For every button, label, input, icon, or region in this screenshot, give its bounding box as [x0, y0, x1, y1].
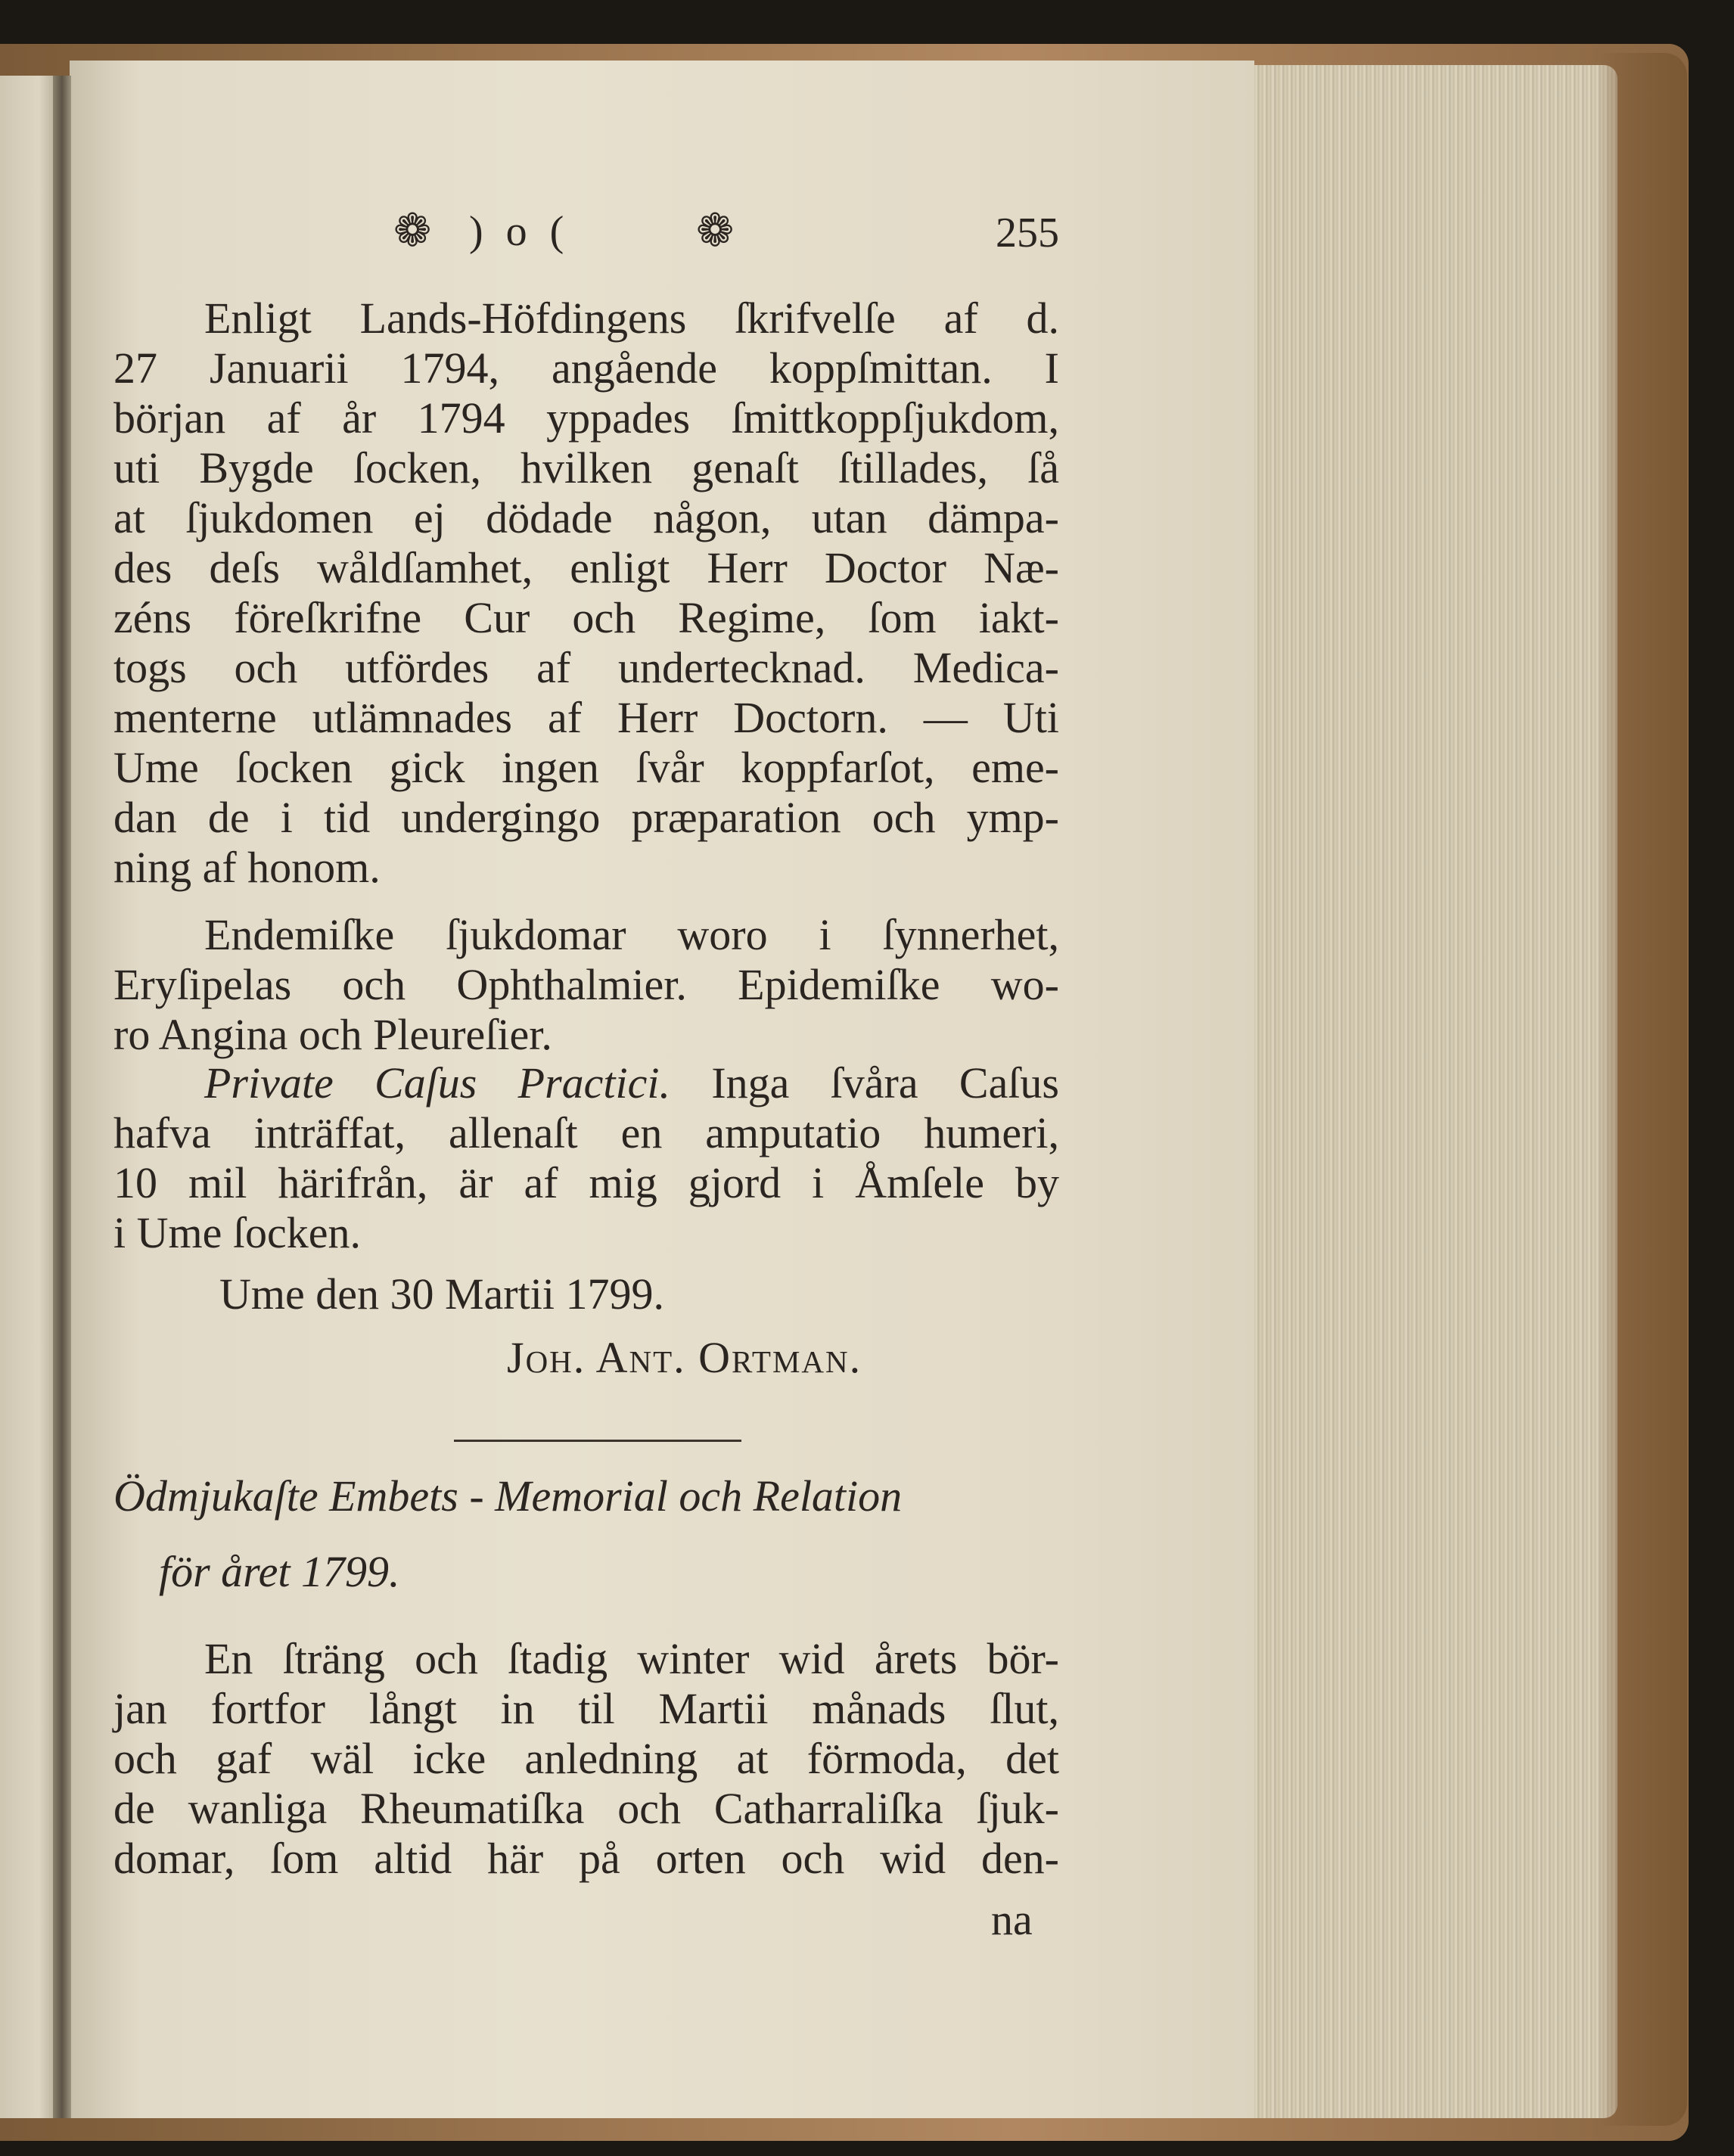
para2-line: ro Angina och Pleureſier.: [113, 1010, 552, 1059]
section-heading-line1: Ödmjukaſte Embets - Memorial och Relation: [113, 1471, 903, 1521]
para3-first-line: [113, 1058, 1059, 1108]
para3-line: hafva inträffat, allenaſt en amputatio humeri,: [113, 1108, 1059, 1157]
para1-line: början af år 1794 yppades ſmittkoppſjukdom,: [113, 393, 1059, 443]
para3-first-rest: Inga ſvåra Caſus: [711, 1058, 1059, 1108]
para1-line: dan de i tid undergingo præparation och ymp-: [113, 793, 1059, 842]
paragraph-1: [113, 294, 1059, 893]
para1-line: Ume ſocken gick ingen ſvår koppfarſot, eme-: [113, 743, 1059, 792]
para4-line: En ſträng och ſtadig winter wid årets bör-: [204, 1634, 1059, 1683]
running-head: [393, 204, 1059, 265]
signature: Joh. Ant. Ortman.: [507, 1333, 862, 1382]
para3-italic-lead: Private Caſus Practici.: [204, 1058, 671, 1108]
catchword: na: [991, 1895, 1033, 1944]
section-divider: [454, 1440, 741, 1442]
para4-line: de wanliga Rheumatiſka och Catharraliſka ſjuk-: [113, 1784, 1059, 1833]
para1-line: ning af honom.: [113, 843, 381, 892]
para1-line: togs och utfördes af undertecknad. Medica-: [113, 643, 1059, 692]
para1-line: uti Bygde ſocken, hvilken genaſt ſtillades, ſå: [113, 443, 1059, 492]
para1-line: Enligt Lands-Höfdingens ſkrifvelſe af d.: [204, 294, 1059, 343]
para3-line: i Ume ſocken.: [113, 1208, 361, 1257]
para1-line: 27 Januarii 1794, angående koppſmittan. I: [113, 343, 1059, 393]
para4-line: domar, ſom altid här på orten och wid den-: [113, 1834, 1059, 1883]
para2-line: Eryſipelas och Ophthalmier. Epidemiſke wo-: [113, 960, 1059, 1009]
para1-line: at ſjukdomen ej dödade någon, utan dämpa-: [113, 493, 1059, 542]
ornament-right-icon: ❁: [696, 206, 735, 256]
book-gutter: [53, 76, 71, 2118]
paragraph-4: [113, 1634, 1059, 1884]
page-number: 255: [996, 210, 1059, 256]
paragraph-2: [113, 910, 1059, 1060]
para4-line: och gaf wäl icke anledning at förmoda, det: [113, 1734, 1059, 1783]
running-head-center: )o(: [469, 208, 587, 255]
para3-line: 10 mil härifrån, är af mig gjord i Åmſele by: [113, 1158, 1059, 1207]
section-heading-line2: för året 1799.: [159, 1547, 400, 1596]
para1-line: menterne utlämnades af Herr Doctorn. — Uti: [113, 693, 1059, 742]
page-edges: [1254, 65, 1617, 2118]
para4-line: jan fortfor långt in til Martii månads ſlut,: [113, 1684, 1059, 1733]
ornament-left-icon: ❁: [393, 206, 432, 256]
para1-line: zéns föreſkrifne Cur och Regime, ſom iakt-: [113, 593, 1059, 642]
cover-edge: [1596, 53, 1687, 2126]
dateline: Ume den 30 Martii 1799.: [219, 1269, 664, 1319]
para2-line: Endemiſke ſjukdomar woro i ſynnerhet,: [204, 910, 1059, 959]
para1-line: des deſs wåldſamhet, enligt Herr Doctor Næ-: [113, 543, 1059, 592]
paragraph-3: [113, 1058, 1059, 1258]
